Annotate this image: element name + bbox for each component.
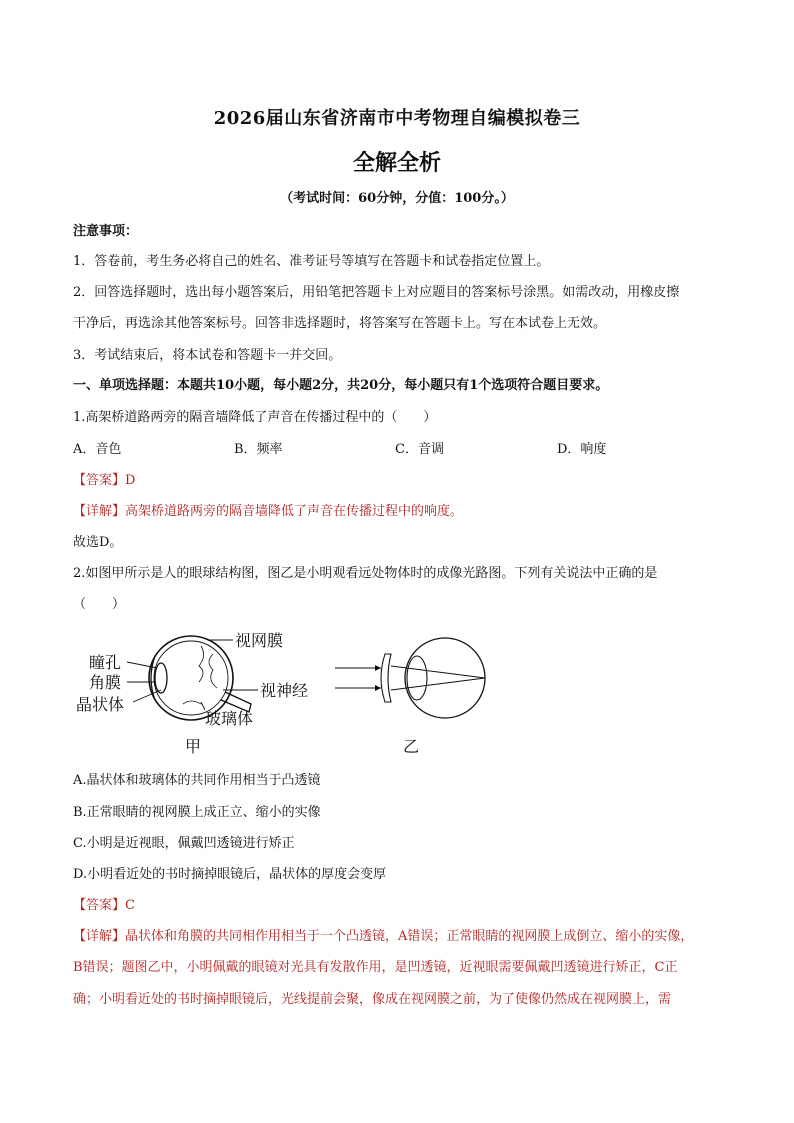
notes-item-1: 1．答卷前，考生务必将自己的姓名、准考证号等填写在答题卡和试卷指定位置上。 [73,254,550,269]
q2-detail-line-2: B错误；题图乙中，小明佩戴的眼镜对光具有发散作用，是凹透镜，近视眼需要佩戴凹透镜进行矫正，C正 [73,960,678,975]
caption-jia: 甲 [185,737,202,756]
label-vitreous: 玻璃体 [205,709,254,728]
q2-detail-line-3: 确；小明看近处的书时摘掉眼镜后，光线提前会聚，像成在视网膜之前，为了使像仍然成在视网膜上，需 [73,992,672,1007]
label-pupil: 瞳孔 [89,653,122,672]
section-heading: 一、单项选择题：本题共10小题，每小题2分，共20分，每小题只有1个选项符合题目要求。 [73,378,609,393]
q2-answer: C [125,898,135,913]
page-title: 2026届山东省济南市中考物理自编模拟卷三 [213,108,581,129]
label-optic-nerve: 视神经 [260,681,309,700]
q1-detail: 高架桥道路两旁的隔音墙降低了声音在传播过程中的响度。 [125,504,464,519]
q2-option-a: A.晶状体和玻璃体的共同作用相当于凸透镜 [73,773,321,788]
exam-info: （考试时间：60分钟，分值：100分。） [280,191,514,206]
eyeball-structure-diagram [76,631,308,756]
q1-detail-line [73,500,463,519]
q2-option-b: B.正常眼睛的视网膜上成正立、缩小的实像 [73,805,321,820]
q2-answer-line [73,894,135,913]
answer-tag: 【答案】 [73,473,126,488]
q1-option-c: C．音调 [395,442,444,457]
q1-option-b: B．频率 [234,442,283,457]
q1-answer: D [125,473,136,488]
q2-stem-line-1: 2.如图甲所示是人的眼球结构图，图乙是小明观看远处物体时的成像光路图。下列有关说法中正确的是 [73,566,658,581]
q2-detail-text-1: 晶状体和角膜的共同相作用相当于一个凸透镜，A错误；正常眼睛的视网膜上成倒立、缩小的实像， [125,929,694,944]
q1-answer-line [73,469,135,488]
q2-option-d: D.小明看近处的书时摘掉眼镜后，晶状体的厚度会变厚 [73,867,387,882]
q2-detail-line-1 [73,925,693,944]
notes-item-3: 3．考试结束后，将本试卷和答题卡一并交回。 [73,348,342,363]
notes-item-2-line-1: 2．回答选择题时，选出每小题答案后，用铅笔把答题卡上对应题目的答案标号涂黑。如需改动，用橡皮擦 [73,285,680,300]
page-subtitle: 全解全析 [352,150,441,176]
q1-option-a: A．音色 [73,442,122,457]
label-cornea: 角膜 [89,673,122,692]
notes-item-2-line-2: 干净后，再选涂其他答案标号。回答非选择题时，将答案写在答题卡上。写在本试卷上无效。 [73,316,607,331]
light-path-diagram [335,638,485,756]
eye-diagram-figure [73,620,513,760]
detail-tag: 【详解】 [73,929,126,944]
q2-stem-line-2: （ ） [73,597,126,612]
notes-heading: 注意事项： [73,224,139,239]
answer-tag: 【答案】 [73,898,126,913]
label-lens: 晶状体 [76,695,125,714]
q1-option-d: D．响度 [557,442,607,457]
detail-tag: 【详解】 [73,504,126,519]
q1-stem: 1.高架桥道路两旁的隔音墙降低了声音在传播过程中的（ ） [73,410,437,425]
caption-yi: 乙 [403,737,420,756]
label-retina: 视网膜 [235,631,284,650]
q1-conclusion: 故选D。 [73,535,123,550]
q2-option-c: C.小明是近视眼，佩戴凹透镜进行矫正 [73,836,295,851]
